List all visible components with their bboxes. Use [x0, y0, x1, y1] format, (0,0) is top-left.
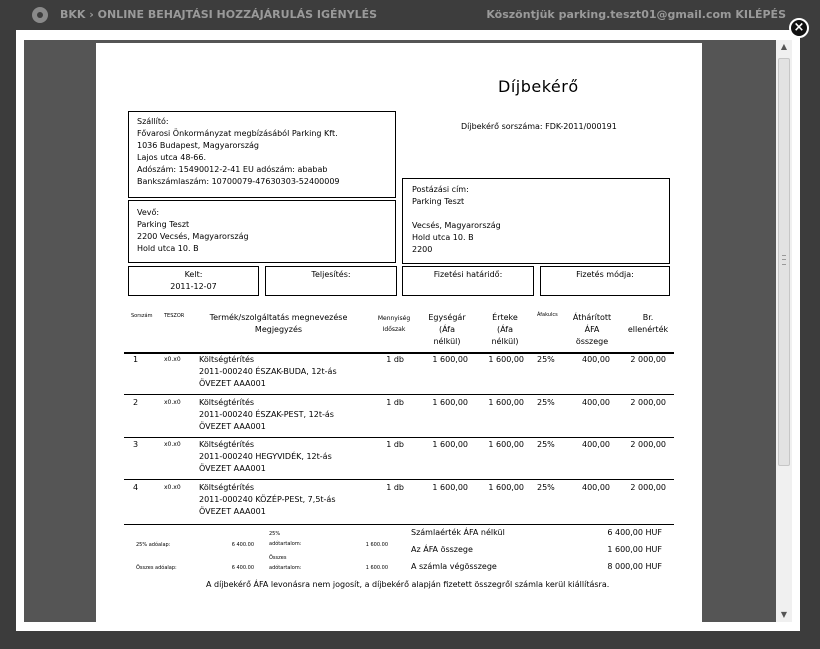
welcome-logout[interactable]: Köszöntjük parking.teszt01@gmail.com KILÉPÉS [486, 8, 786, 21]
postal-name: Parking Teszt [412, 197, 465, 206]
col-ertek-line2: (Áfa [496, 325, 514, 334]
pdf-viewer [24, 40, 776, 622]
row-unit: 1 600,00 [432, 483, 468, 492]
invoice-number: Díjbekérő sorszáma: FDK-2011/000191 [461, 122, 617, 131]
breadcrumb: BKK › ONLINE BEHAJTÁSI HOZZÁJÁRULÁS IGÉNYLÉS [60, 8, 378, 21]
buyer-label: Vevő: [137, 208, 160, 217]
grip-icon [782, 255, 786, 265]
row-divider [124, 479, 674, 480]
col-atharitott [562, 312, 622, 348]
postal-box [402, 178, 670, 264]
col-ertek [480, 312, 530, 348]
row-value: 1 600,00 [488, 355, 524, 364]
col-termek [196, 312, 361, 336]
col-brutto [620, 312, 676, 336]
col-atharitott-line2: ÁFA [584, 325, 600, 334]
total-gross-value: 8 000,00 HUF [607, 562, 662, 571]
supplier-city: 1036 Budapest, Magyarország [137, 141, 259, 150]
supplier-name: Fővarosi Önkormányzat megbízásából Parking Kft. [137, 129, 338, 138]
col-ertek-line1: Érteke [492, 313, 518, 322]
col-egysegar-line1: Egységár [428, 313, 466, 322]
row-qty: 1 db [386, 483, 404, 492]
row-vat-amount: 400,00 [582, 483, 610, 492]
col-egysegar-line3: nélkül) [433, 337, 461, 346]
postal-city: Vecsés, Magyarország [412, 221, 501, 230]
col-sorszam: Sorszám [131, 313, 153, 319]
teljesites-box [265, 266, 397, 296]
row-no: 3 [133, 440, 139, 449]
row-no: 1 [133, 355, 139, 364]
row-qty: 1 db [386, 440, 404, 449]
tax-total-label-2: adótartalom: [269, 565, 302, 571]
tax25-value: 1 600.00 [365, 542, 388, 548]
col-atharitott-line1: Áthárított [572, 313, 612, 322]
total-vat-label: Az ÁFA összege [411, 545, 473, 554]
row-vat-amount: 400,00 [582, 398, 610, 407]
total-net-label: Számlaérték ÁFA nélkül [411, 528, 505, 537]
row-divider [124, 394, 674, 395]
row-desc-1: Költségtérítés [199, 483, 255, 492]
row-desc-3: ÖVEZET AAA001 [199, 379, 266, 388]
hatarido-box [402, 266, 534, 296]
modja-label: Fizetés módja: [576, 270, 634, 279]
row-gross: 2 000,00 [630, 440, 666, 449]
col-afakulcs: Áfakulcs [537, 312, 558, 318]
hatarido-label: Fizetési határidő: [433, 270, 503, 279]
row-no: 2 [133, 398, 139, 407]
total-vat-value: 1 600,00 HUF [607, 545, 662, 554]
col-egysegar [422, 312, 472, 348]
row-gross: 2 000,00 [630, 398, 666, 407]
buyer-name: Parking Teszt [137, 220, 190, 229]
row-teszor: x0.x0 [164, 356, 181, 363]
row-vat-amount: 400,00 [582, 355, 610, 364]
row-desc-1: Költségtérítés [199, 398, 255, 407]
row-teszor: x0.x0 [164, 399, 181, 406]
row-desc-2: 2011-000240 KÖZÉP-PESt, 7,5t-ás [199, 495, 336, 504]
tax-total-label-1: Összes [269, 555, 287, 561]
supplier-label: Szállító: [137, 117, 169, 126]
teljesites-label: Teljesítés: [311, 270, 351, 279]
modja-box [540, 266, 670, 296]
tax-total-value: 1 600.00 [365, 565, 388, 571]
logo-icon [32, 7, 48, 23]
col-termek-line1: Termék/szolgáltatás megnevezése [209, 313, 348, 322]
col-brutto-line2: ellenérték [627, 325, 669, 334]
supplier-box [128, 111, 396, 198]
row-desc-1: Költségtérítés [199, 355, 255, 364]
tax25-label-2: adótartalom: [269, 541, 302, 547]
row-vat: 25% [537, 440, 555, 449]
base-total-label: Összes adóalap: [136, 565, 177, 571]
kelt-label: Kelt: [184, 270, 203, 279]
buyer-city: 2200 Vecsés, Magyarország [137, 232, 249, 241]
buyer-street: Hold utca 10. B [137, 244, 199, 253]
row-value: 1 600,00 [488, 440, 524, 449]
supplier-tax: Adószám: 15490012-2-41 EU adószám: ababab [137, 165, 328, 174]
supplier-bank: Bankszámlaszám: 10700079-47630303-52400009 [137, 177, 340, 186]
supplier-street: Lajos utca 48-66. [137, 153, 207, 162]
row-desc-3: ÖVEZET AAA001 [199, 464, 266, 473]
row-value: 1 600,00 [488, 398, 524, 407]
row-vat: 25% [537, 398, 555, 407]
col-brutto-line1: Br. [642, 313, 654, 322]
postal-street: Hold utca 10. B [412, 233, 474, 242]
row-unit: 1 600,00 [432, 355, 468, 364]
page-title: Díjbekérő [498, 77, 579, 96]
vertical-scrollbar[interactable] [776, 40, 792, 622]
postal-zip: 2200 [412, 245, 433, 254]
row-qty: 1 db [386, 355, 404, 364]
base25-label: 25% adóalap: [136, 542, 171, 548]
row-desc-1: Költségtérítés [199, 440, 255, 449]
row-unit: 1 600,00 [432, 440, 468, 449]
row-vat: 25% [537, 483, 555, 492]
col-mennyiseg [366, 313, 422, 335]
scroll-down-icon[interactable]: ▼ [780, 610, 788, 619]
total-gross-label: A számla végösszege [411, 562, 497, 571]
base-total-value: 6 400.00 [231, 565, 254, 571]
buyer-box [128, 200, 396, 263]
row-desc-2: 2011-000240 HEGYVIDÉK, 12t-ás [199, 452, 332, 461]
kelt-value: 2011-12-07 [170, 282, 217, 291]
row-no: 4 [133, 483, 139, 492]
col-teszor: TESZOR [164, 313, 185, 319]
row-gross: 2 000,00 [630, 483, 666, 492]
col-mennyiseg-line1: Mennyiség [377, 315, 411, 322]
col-ertek-line3: nélkül) [491, 337, 519, 346]
col-atharitott-line3: összege [575, 337, 609, 346]
row-gross: 2 000,00 [630, 355, 666, 364]
row-desc-2: 2011-000240 ÉSZAK-BUDA, 12t-ás [199, 367, 337, 376]
row-desc-2: 2011-000240 ÉSZAK-PEST, 12t-ás [199, 410, 334, 419]
row-divider [124, 437, 674, 438]
tax25-label-1: 25% [269, 531, 281, 537]
postal-label: Postázási cím: [412, 185, 469, 194]
total-net-value: 6 400,00 HUF [607, 528, 662, 537]
row-vat: 25% [537, 355, 555, 364]
row-qty: 1 db [386, 398, 404, 407]
invoice-page [96, 43, 702, 622]
row-teszor: x0.x0 [164, 441, 181, 448]
col-termek-line2: Megjegyzés [254, 325, 303, 334]
row-vat-amount: 400,00 [582, 440, 610, 449]
row-value: 1 600,00 [488, 483, 524, 492]
row-desc-3: ÖVEZET AAA001 [199, 507, 266, 516]
col-mennyiseg-line2: Időszak [382, 326, 406, 333]
row-desc-3: ÖVEZET AAA001 [199, 422, 266, 431]
scroll-up-icon[interactable]: ▲ [780, 42, 788, 51]
close-icon[interactable]: × [789, 18, 809, 38]
table-bottom-rule [124, 524, 674, 525]
base25-value: 6 400.00 [231, 542, 254, 548]
col-egysegar-line2: (Áfa [438, 325, 456, 334]
kelt-box [128, 266, 259, 296]
footer-note: A díjbekérő ÁFA levonásra nem jogosít, a díjbekérő alapján fizetett összegről számla kerül kiállításra. [206, 580, 610, 589]
row-unit: 1 600,00 [432, 398, 468, 407]
top-bar [0, 0, 820, 30]
row-teszor: x0.x0 [164, 484, 181, 491]
scroll-thumb[interactable] [778, 58, 790, 466]
